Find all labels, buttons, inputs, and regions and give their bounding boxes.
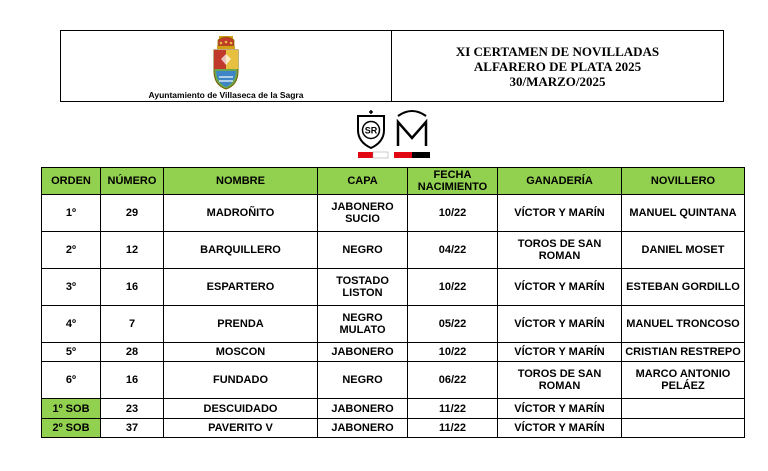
- cell-capa: JABONERO: [318, 343, 408, 362]
- cell-fecha: 10/22: [408, 195, 498, 232]
- cell-orden: 5º: [42, 343, 101, 362]
- cell-nombre: BARQUILLERO: [164, 232, 318, 269]
- cell-nombre: PAVERITO V: [164, 418, 318, 437]
- cell-nombre: PRENDA: [164, 306, 318, 343]
- cell-capa: JABONERO SUCIO: [318, 195, 408, 232]
- document-header: [60, 30, 724, 102]
- table-row: [42, 232, 745, 269]
- sr-shield-logo-icon: [358, 110, 388, 158]
- table-row: [42, 195, 745, 232]
- table-row: [42, 362, 745, 399]
- cell-ganaderia: VÍCTOR Y MARÍN: [498, 343, 622, 362]
- bull-lineup-table: [41, 167, 745, 438]
- cell-orden: 1º: [42, 195, 101, 232]
- event-title-line-2: ALFARERO DE PLATA 2025: [473, 58, 642, 74]
- cell-fecha: 04/22: [408, 232, 498, 269]
- table-row: [42, 418, 745, 437]
- cell-numero: 16: [101, 362, 164, 399]
- cell-nombre: MADROÑITO: [164, 195, 318, 232]
- cell-ganaderia: VÍCTOR Y MARÍN: [498, 306, 622, 343]
- header-left-cell: [61, 31, 392, 101]
- coat-of-arms-icon: [209, 35, 243, 91]
- event-title: [392, 31, 723, 101]
- svg-text:SR: SR: [364, 125, 378, 136]
- cell-numero: 23: [101, 399, 164, 418]
- cell-ganaderia: VÍCTOR Y MARÍN: [498, 269, 622, 306]
- ganaderia-logos: [354, 108, 434, 160]
- cell-numero: 28: [101, 343, 164, 362]
- cell-numero: 29: [101, 195, 164, 232]
- cell-orden: 3º: [42, 269, 101, 306]
- cell-novillero: DANIEL MOSET: [622, 232, 745, 269]
- cell-nombre: FUNDADO: [164, 362, 318, 399]
- cell-ganaderia: VÍCTOR Y MARÍN: [498, 399, 622, 418]
- cell-capa: NEGRO: [318, 362, 408, 399]
- cell-nombre: ESPARTERO: [164, 269, 318, 306]
- cell-orden-sobrero: 2º SOB: [42, 418, 101, 437]
- cell-fecha: 11/22: [408, 418, 498, 437]
- organization-name: Ayuntamiento de Villaseca de la Sagra: [148, 90, 304, 100]
- cell-capa: JABONERO: [318, 399, 408, 418]
- cell-numero: 12: [101, 232, 164, 269]
- cell-numero: 16: [101, 269, 164, 306]
- table-row: [42, 399, 745, 418]
- cell-orden: 6º: [42, 362, 101, 399]
- cell-ganaderia: VÍCTOR Y MARÍN: [498, 195, 622, 232]
- cell-novillero: MANUEL TRONCOSO: [622, 306, 745, 343]
- column-header-capa: CAPA: [318, 168, 408, 195]
- cell-capa: JABONERO: [318, 418, 408, 437]
- cell-fecha: 05/22: [408, 306, 498, 343]
- table-row: [42, 306, 745, 343]
- cell-ganaderia: VÍCTOR Y MARÍN: [498, 418, 622, 437]
- cell-capa: NEGRO MULATO: [318, 306, 408, 343]
- cell-ganaderia: TOROS DE SAN ROMAN: [498, 362, 622, 399]
- column-header-orden: ORDEN: [42, 168, 101, 195]
- cell-nombre: MOSCON: [164, 343, 318, 362]
- cell-novillero: CRISTIAN RESTREPO: [622, 343, 745, 362]
- cell-capa: TOSTADO LISTON: [318, 269, 408, 306]
- cell-nombre: DESCUIDADO: [164, 399, 318, 418]
- table-row: [42, 343, 745, 362]
- cell-fecha: 06/22: [408, 362, 498, 399]
- cell-capa: NEGRO: [318, 232, 408, 269]
- table-row: [42, 269, 745, 306]
- cell-fecha: 11/22: [408, 399, 498, 418]
- table-header-row: [42, 168, 745, 195]
- cell-orden: 2º: [42, 232, 101, 269]
- cell-ganaderia: TOROS DE SAN ROMAN: [498, 232, 622, 269]
- cell-orden: 4º: [42, 306, 101, 343]
- cell-numero: 37: [101, 418, 164, 437]
- cell-novillero: MANUEL QUINTANA: [622, 195, 745, 232]
- cell-novillero: MARCO ANTONIO PELÁEZ: [622, 362, 745, 399]
- cell-novillero: [622, 399, 745, 418]
- column-header-nombre: NOMBRE: [164, 168, 318, 195]
- event-title-line-1: XI CERTAMEN DE NOVILLADAS: [455, 43, 660, 59]
- vm-brand-logo-icon: [394, 111, 430, 158]
- cell-numero: 7: [101, 306, 164, 343]
- cell-novillero: [622, 418, 745, 437]
- column-header-fecha-nacimiento: FECHA NACIMIENTO: [408, 168, 498, 195]
- column-header-novillero: NOVILLERO: [622, 168, 745, 195]
- cell-fecha: 10/22: [408, 343, 498, 362]
- column-header-ganaderia: GANADERÍA: [498, 168, 622, 195]
- cell-orden-sobrero: 1º SOB: [42, 399, 101, 418]
- cell-novillero: ESTEBAN GORDILLO: [622, 269, 745, 306]
- event-date: 30/MARZO/2025: [509, 73, 606, 89]
- cell-fecha: 10/22: [408, 269, 498, 306]
- column-header-numero: NÚMERO: [101, 168, 164, 195]
